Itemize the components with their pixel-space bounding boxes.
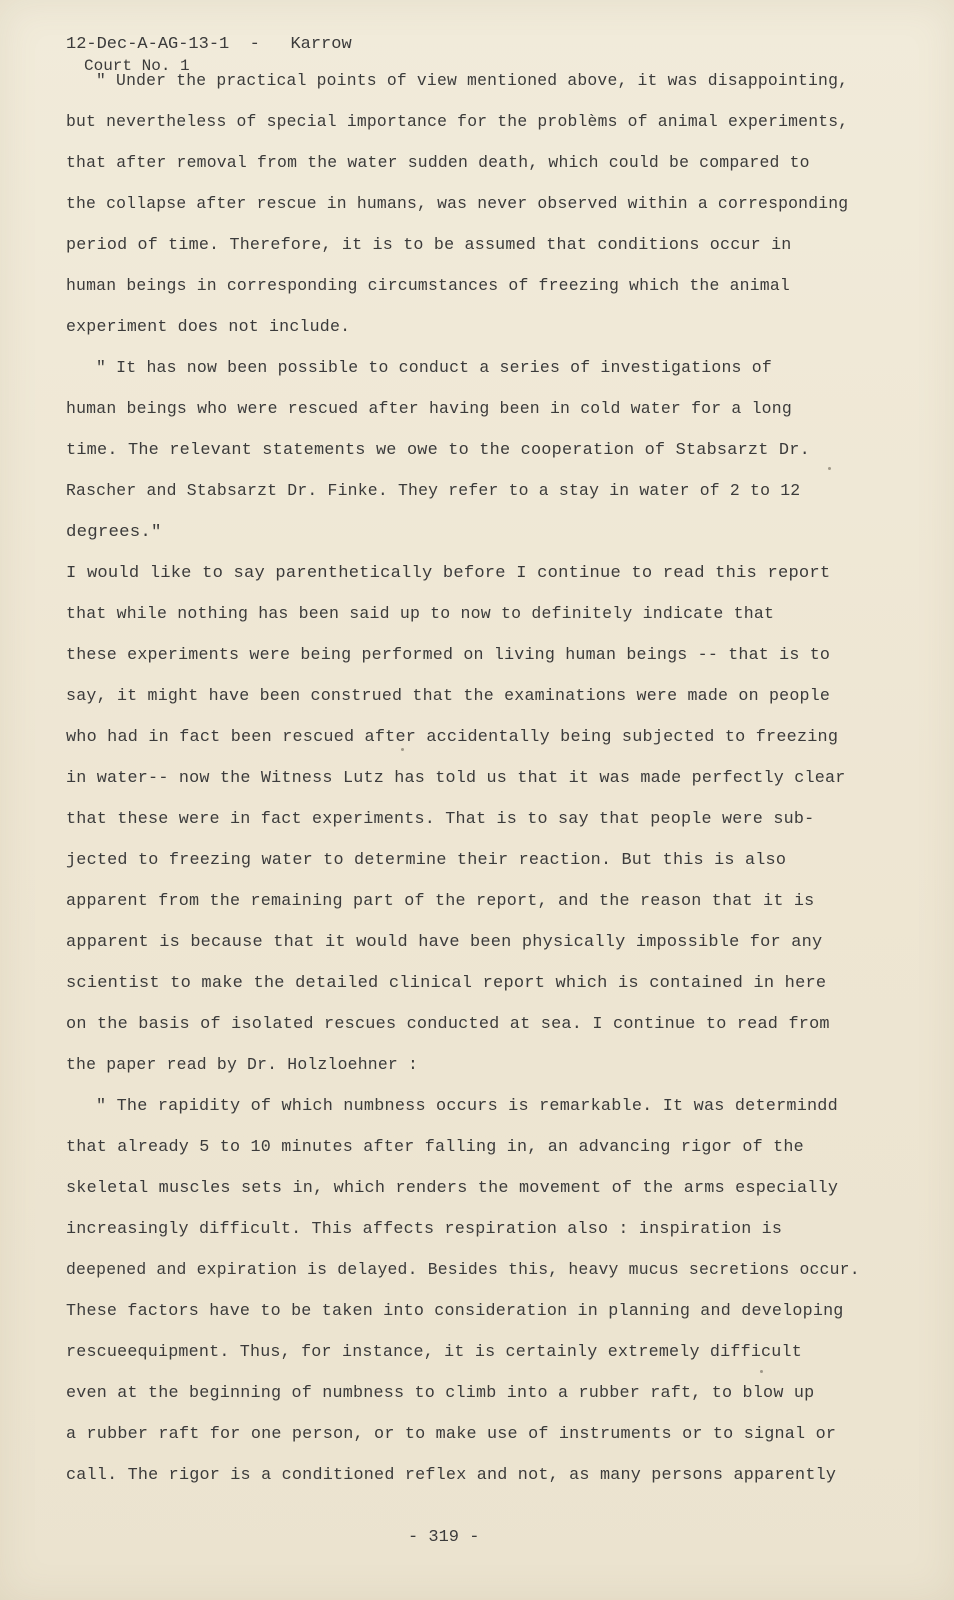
text-line: Rascher and Stabsarzt Dr. Finke. They refer to a stay in water of 2 to 12 — [66, 482, 801, 501]
text-line: " Under the practical points of view mentioned above, it was disappointing, — [96, 72, 849, 91]
text-line: who had in fact been rescued after accidentally being subjected to freezing — [66, 728, 839, 747]
document-header — [66, 34, 352, 56]
paper-speck — [760, 1370, 763, 1373]
text-line: these experiments were being performed on living human beings -- that is to — [66, 646, 831, 665]
text-line: that already 5 to 10 minutes after falling in, an advancing rigor of the — [66, 1138, 804, 1157]
header-separator: - — [249, 35, 260, 54]
text-line: a rubber raft for one person, or to make use of instruments or to signal or — [66, 1425, 837, 1444]
text-line: that while nothing has been said up to now to definitely indicate that — [66, 605, 775, 624]
text-line: on the basis of isolated rescues conducted at sea. I continue to read from — [66, 1015, 830, 1034]
text-line: " It has now been possible to conduct a series of investigations of — [96, 359, 772, 378]
text-line: in water-- now the Witness Lutz has told us that it was made perfectly clear — [66, 769, 846, 788]
text-line: apparent is because that it would have been physically impossible for any — [66, 933, 823, 952]
text-line: apparent from the remaining part of the report, and the reason that it is — [66, 892, 815, 911]
text-line: deepened and expiration is delayed. Besides this, heavy mucus secretions occur. — [66, 1261, 860, 1280]
page-number: - 319 - — [408, 1528, 480, 1547]
text-line: scientist to make the detailed clinical report which is contained in here — [66, 974, 827, 993]
text-line: jected to freezing water to determine their reaction. But this is also — [66, 851, 787, 870]
court-number: Court No. 1 — [84, 57, 190, 75]
paper-speck — [828, 467, 831, 470]
text-line: that after removal from the water sudden death, which could be compared to — [66, 154, 810, 173]
text-line: human beings in corresponding circumstances of freezing which the animal — [66, 277, 790, 296]
text-line: increasingly difficult. This affects respiration also : inspiration is — [66, 1220, 783, 1239]
text-line: even at the beginning of numbness to climb into a rubber raft, to blow up — [66, 1384, 815, 1403]
text-line: experiment does not include. — [66, 318, 351, 337]
text-line: human beings who were rescued after having been in cold water for a long — [66, 400, 792, 419]
text-line: the collapse after rescue in humans, was never observed within a corresponding — [66, 195, 849, 214]
text-line: " The rapidity of which numbness occurs is remarkable. It was determindd — [96, 1097, 838, 1116]
text-line: the paper read by Dr. Holzloehner : — [66, 1056, 419, 1075]
reference-code: 12-Dec-A-AG-13-1 — [66, 35, 230, 54]
text-line: time. The relevant statements we owe to the cooperation of Stabsarzt Dr. — [66, 441, 810, 460]
text-line: I would like to say parenthetically before I continue to read this report — [66, 564, 831, 583]
text-line: but nevertheless of special importance for the problèms of animal experiments, — [66, 113, 849, 132]
text-line: say, it might have been construed that the examinations were made on people — [66, 687, 831, 706]
text-line: call. The rigor is a conditioned reflex and not, as many persons apparently — [66, 1466, 837, 1485]
text-line: rescueequipment. Thus, for instance, it is certainly extremely difficult — [66, 1343, 802, 1362]
speaker-name: Karrow — [290, 35, 352, 54]
text-line: degrees." — [66, 523, 162, 542]
text-line: These factors have to be taken into consideration in planning and developing — [66, 1302, 844, 1321]
text-line: that these were in fact experiments. That is to say that people were sub- — [66, 810, 815, 829]
paper-speck — [401, 748, 404, 751]
text-line: period of time. Therefore, it is to be assumed that conditions occur in — [66, 236, 792, 255]
text-line: skeletal muscles sets in, which renders the movement of the arms especially — [66, 1179, 839, 1198]
